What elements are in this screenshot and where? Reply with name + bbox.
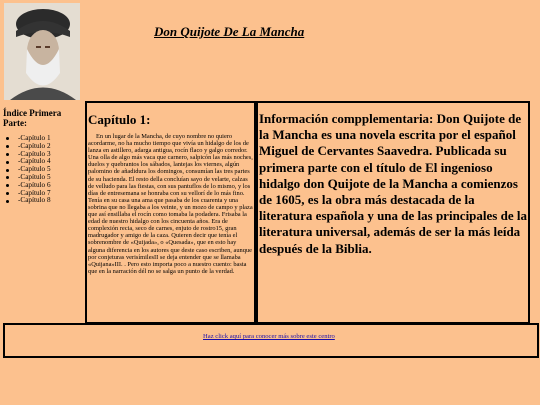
author-portrait-image [4, 3, 80, 100]
index-panel [3, 108, 85, 205]
chapter-index-item[interactable]: -Capítulo 3 [13, 151, 85, 159]
chapter-heading: Capítulo 1: [88, 112, 151, 127]
chapter-panel [85, 101, 256, 324]
chapter-index-item[interactable]: -Capítulo 4 [13, 158, 85, 166]
index-heading: Índice Primera Parte: [3, 108, 62, 128]
chapter-index-list [3, 135, 85, 205]
chapter-index-item[interactable]: -Capítulo 1 [13, 135, 85, 143]
chapter-index-item[interactable]: -Capítulo 8 [13, 197, 85, 205]
chapter-text: En un lugar de la Mancha, de cuyo nombre no quiero acordarme, no ha mucho tiempo que vivía un hidalgo de los de lanza en astillero, adarga antigua, rocín flaco y galgo corredor. Una olla de algo más vaca que carnero, salpicón las más noches, duelos y quebrantos los sábados, lantejas los viernes, algún palomino de añadidura los domingos, consumían las tres partes de su hacienda. El resto della concluían sayo de velarte, calzas de velludo para las fiestas, con sus pantuflos de lo mismo, y los días de entresemana se honraba con su vellorí de lo más fino. Tenía en su casa una ama que pasaba de los cuarenta y una sobrina que no llegaba a los veinte, y un mozo de campo y plaza que así ensillaba el rocín como tomaba la podadera. Frisaba la edad de nuestro hidalgo con los cincuenta años. Era de complexión recia, seco de carnes, enjuto de rostro15, gran madrugador y amigo de la caza. Quieren decir que tenía el sobrenombre de «Quijada», o «Quesada», que en esto hay alguna diferencia en los autores que deste caso escriben, aunque por conjeturas verisímilesII se deja entender que se llamaba «Quijana»III. . Pero esto importa poco a nuestro cuento: basta que en la narración dél no se salga un punto de la verdad. [88, 133, 253, 275]
info-text: Información compplementaria: Don Quijote de la Mancha es una novela escrita por el español Miguel de Cervantes Saavedra. Publicada su primera parte con el título de El ingenioso hidalgo don Quijote de la Mancha a comienzos de 1605, es la obra más destacada de la literatura española y una de las principales de la literatura universal, además de ser la más leída después de la Biblia. [259, 111, 527, 256]
info-panel [256, 101, 530, 324]
footer-box [3, 323, 539, 358]
more-info-link[interactable]: Haz click aquí para conocer más sobre este centro [203, 333, 335, 340]
chapter-index-item[interactable]: -Capítulo 5 [13, 166, 85, 174]
chapter-index-item[interactable]: -Capítulo 6 [13, 182, 85, 190]
chapter-index-item[interactable]: -Capítulo 5 [13, 174, 85, 182]
chapter-index-item[interactable]: -Capítulo 7 [13, 190, 85, 198]
chapter-index-item[interactable]: -Capítulo 2 [13, 143, 85, 151]
page-title: Don Quijote De La Mancha [154, 24, 305, 39]
